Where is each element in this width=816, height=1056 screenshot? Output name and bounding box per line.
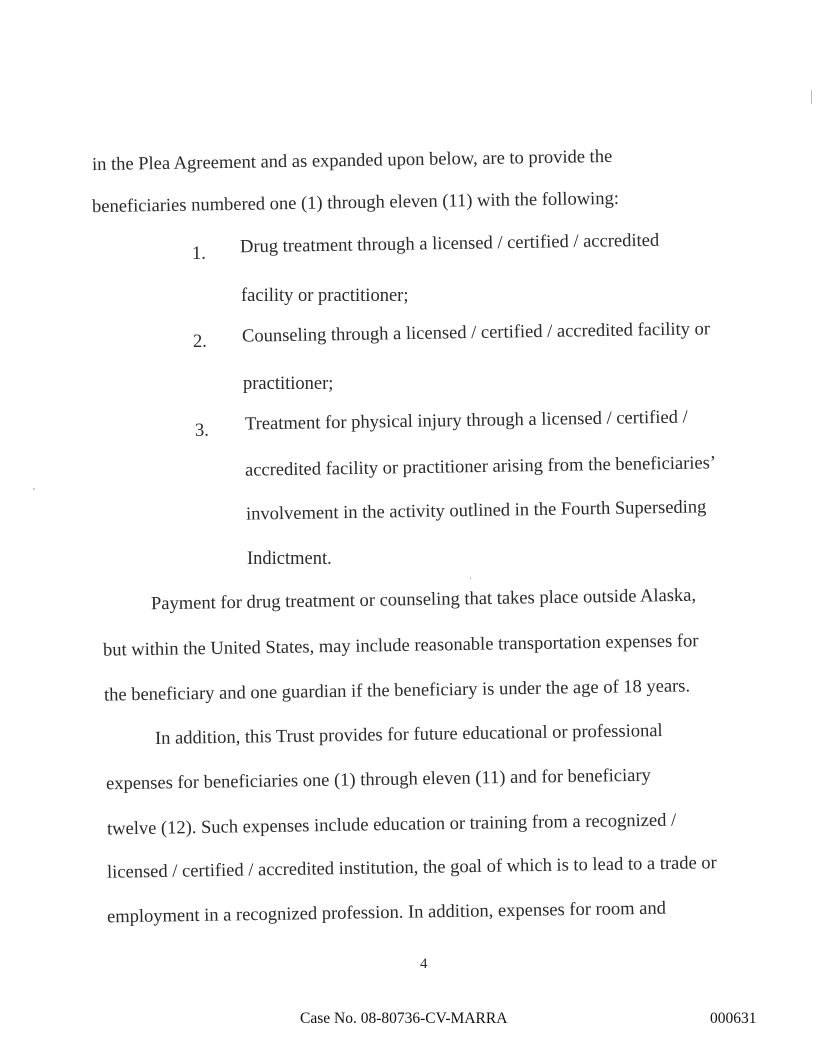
bates-number: 000631 xyxy=(710,1010,757,1027)
list-item-1-number: 1. xyxy=(192,244,206,264)
list-item-1-line-2: facility or practitioner; xyxy=(241,286,409,306)
page-number: 4 xyxy=(420,956,428,972)
intro-line-2: beneficiaries numbered one (1) through eleven (11) with the following: xyxy=(91,188,620,218)
list-item-3-line-3: involvement in the activity outlined in the Fourth Superseding xyxy=(245,497,707,525)
list-item-3-line-2: accredited facility or practitioner arising from the beneficiaries’ xyxy=(244,453,717,481)
list-item-3-line-1: Treatment for physical injury through a licensed / certified / xyxy=(244,407,688,435)
addition-line-3: twelve (12). Such expenses include education or training from a recognized / xyxy=(106,810,677,840)
list-item-2-line-1: Counseling through a licensed / certified / accredited facility or xyxy=(241,319,711,347)
addition-line-4: licensed / certified / accredited institution, the goal of which is to lead to a trade or xyxy=(106,853,717,883)
addition-line-5: employment in a recognized profession. In addition, expenses for room and xyxy=(106,898,667,928)
scan-speck xyxy=(470,577,471,579)
payment-line-1: Payment for drug treatment or counseling that takes place outside Alaska, xyxy=(150,585,697,615)
list-item-1-line-1: Drug treatment through a licensed / certified / accredited xyxy=(239,230,660,258)
list-item-3-line-4: Indictment. xyxy=(247,549,332,569)
addition-line-1: In addition, this Trust provides for future educational or professional xyxy=(154,721,663,749)
case-number: Case No. 08-80736-CV-MARRA xyxy=(300,1010,508,1027)
payment-line-2: but within the United States, may include reasonable transportation expenses for xyxy=(102,631,699,661)
scan-speck xyxy=(33,488,35,490)
payment-line-3: the beneficiary and one guardian if the beneficiary is under the age of 18 years. xyxy=(103,676,691,706)
intro-line-1: in the Plea Agreement and as expanded upon below, are to provide the xyxy=(91,146,613,176)
list-item-3-number: 3. xyxy=(195,421,209,441)
scan-speck xyxy=(811,90,812,104)
list-item-2-number: 2. xyxy=(193,332,207,352)
addition-line-2: expenses for beneficiaries one (1) through eleven (11) and for beneficiary xyxy=(105,765,651,795)
list-item-2-line-2: practitioner; xyxy=(243,374,334,394)
